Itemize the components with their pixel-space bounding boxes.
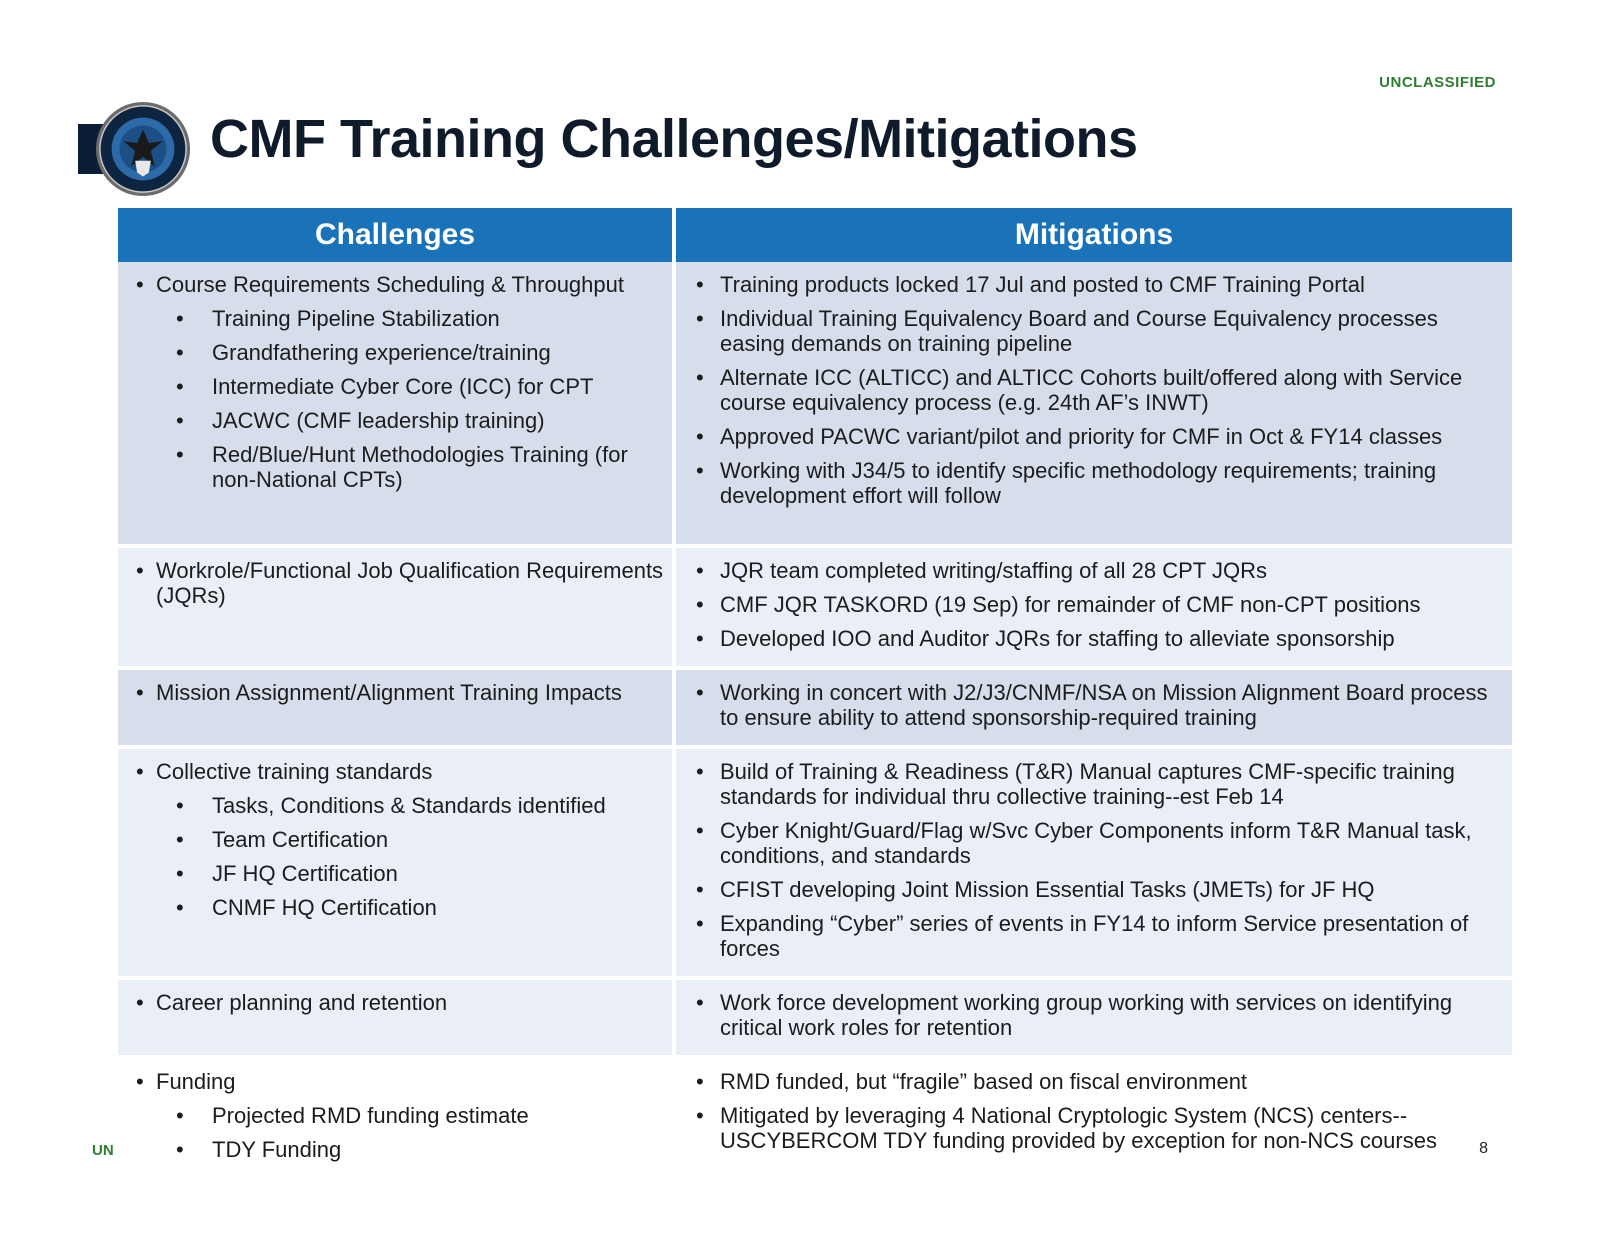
classification-marking-bottom: UΝ — [92, 1142, 114, 1159]
challenge-cell — [118, 1057, 674, 1179]
table-row — [118, 978, 1512, 1057]
table-row — [118, 1057, 1512, 1179]
challenge-item: • Funding — [126, 1069, 664, 1094]
table-row — [118, 747, 1512, 978]
mitigation-item: • Working in concert with J2/J3/CNMF/NSA on Mission Alignment Board process to ensure ability to attend sponsorship-required training — [684, 680, 1504, 730]
challenges-mitigations-table — [118, 208, 1512, 1181]
challenge-subitem: • Grandfathering experience/training — [126, 340, 664, 365]
mitigation-item: • Mitigated by leveraging 4 National Cryptologic System (NCS) centers--USCYBERCOM TDY funding provided by exception for non-NCS courses — [684, 1103, 1504, 1153]
challenge-subitem: • TDY Funding — [126, 1137, 664, 1162]
mitigation-item: • CMF JQR TASKORD (19 Sep) for remainder of CMF non-CPT positions — [684, 592, 1504, 617]
challenge-cell — [118, 546, 674, 668]
mitigation-cell — [674, 262, 1512, 546]
us-cyber-command-seal-icon — [94, 100, 192, 198]
mitigation-item: • CFIST developing Joint Mission Essential Tasks (JMETs) for JF HQ — [684, 877, 1504, 902]
challenge-subitem: • JACWC (CMF leadership training) — [126, 408, 664, 433]
mitigations-header: Mitigations — [674, 208, 1512, 262]
mitigation-cell — [674, 747, 1512, 978]
mitigation-item: • Working with J34/5 to identify specific methodology requirements; training development effort will follow — [684, 458, 1504, 508]
table-row — [118, 546, 1512, 668]
mitigation-cell — [674, 1057, 1512, 1179]
mitigation-item: • Approved PACWC variant/pilot and priority for CMF in Oct & FY14 classes — [684, 424, 1504, 449]
mitigation-item: • Expanding “Cyber” series of events in FY14 to inform Service presentation of forces — [684, 911, 1504, 961]
challenge-item: • Career planning and retention — [126, 990, 664, 1015]
classification-marking-top: UNCLASSIFIED — [1379, 74, 1496, 91]
challenge-subitem: • Training Pipeline Stabilization — [126, 306, 664, 331]
mitigation-item: • Alternate ICC (ALTICC) and ALTICC Cohorts built/offered along with Service course equivalency process (e.g. 24th AF’s INWT) — [684, 365, 1504, 415]
challenge-subitem: • JF HQ Certification — [126, 861, 664, 886]
challenge-cell — [118, 978, 674, 1057]
page-title: CMF Training Challenges/Mitigations — [210, 109, 1138, 169]
challenge-subitem: • Projected RMD funding estimate — [126, 1103, 664, 1128]
mitigation-item: • Work force development working group working with services on identifying critical work roles for retention — [684, 990, 1504, 1040]
challenge-cell — [118, 668, 674, 747]
challenge-cell — [118, 747, 674, 978]
mitigation-item: • RMD funded, but “fragile” based on fiscal environment — [684, 1069, 1504, 1094]
mitigation-item: • Cyber Knight/Guard/Flag w/Svc Cyber Components inform T&R Manual task, conditions, and standards — [684, 818, 1504, 868]
challenge-subitem: • Tasks, Conditions & Standards identified — [126, 793, 664, 818]
mitigation-item: • Individual Training Equivalency Board and Course Equivalency processes easing demands on training pipeline — [684, 306, 1504, 356]
mitigation-item: • JQR team completed writing/staffing of all 28 CPT JQRs — [684, 558, 1504, 583]
challenges-header: Challenges — [118, 208, 674, 262]
challenge-subitem: • Team Certification — [126, 827, 664, 852]
mitigation-item: • Build of Training & Readiness (T&R) Manual captures CMF-specific training standards for individual thru collective training--est Feb 14 — [684, 759, 1504, 809]
mitigation-item: • Training products locked 17 Jul and posted to CMF Training Portal — [684, 272, 1504, 297]
mitigation-cell — [674, 978, 1512, 1057]
mitigation-cell — [674, 668, 1512, 747]
challenge-item: • Collective training standards — [126, 759, 664, 784]
challenge-item: • Course Requirements Scheduling & Throughput — [126, 272, 664, 297]
challenge-subitem: • Intermediate Cyber Core (ICC) for CPT — [126, 374, 664, 399]
challenge-item: • Mission Assignment/Alignment Training Impacts — [126, 680, 664, 705]
page-number: 8 — [1479, 1140, 1488, 1157]
challenge-subitem: • CNMF HQ Certification — [126, 895, 664, 920]
table-row — [118, 262, 1512, 546]
challenge-cell — [118, 262, 674, 546]
challenge-subitem: • Red/Blue/Hunt Methodologies Training (for non-National CPTs) — [126, 442, 664, 492]
mitigation-item: • Developed IOO and Auditor JQRs for staffing to alleviate sponsorship — [684, 626, 1504, 651]
mitigation-cell — [674, 546, 1512, 668]
table-row — [118, 668, 1512, 747]
challenge-item: • Workrole/Functional Job Qualification Requirements (JQRs) — [126, 558, 664, 608]
